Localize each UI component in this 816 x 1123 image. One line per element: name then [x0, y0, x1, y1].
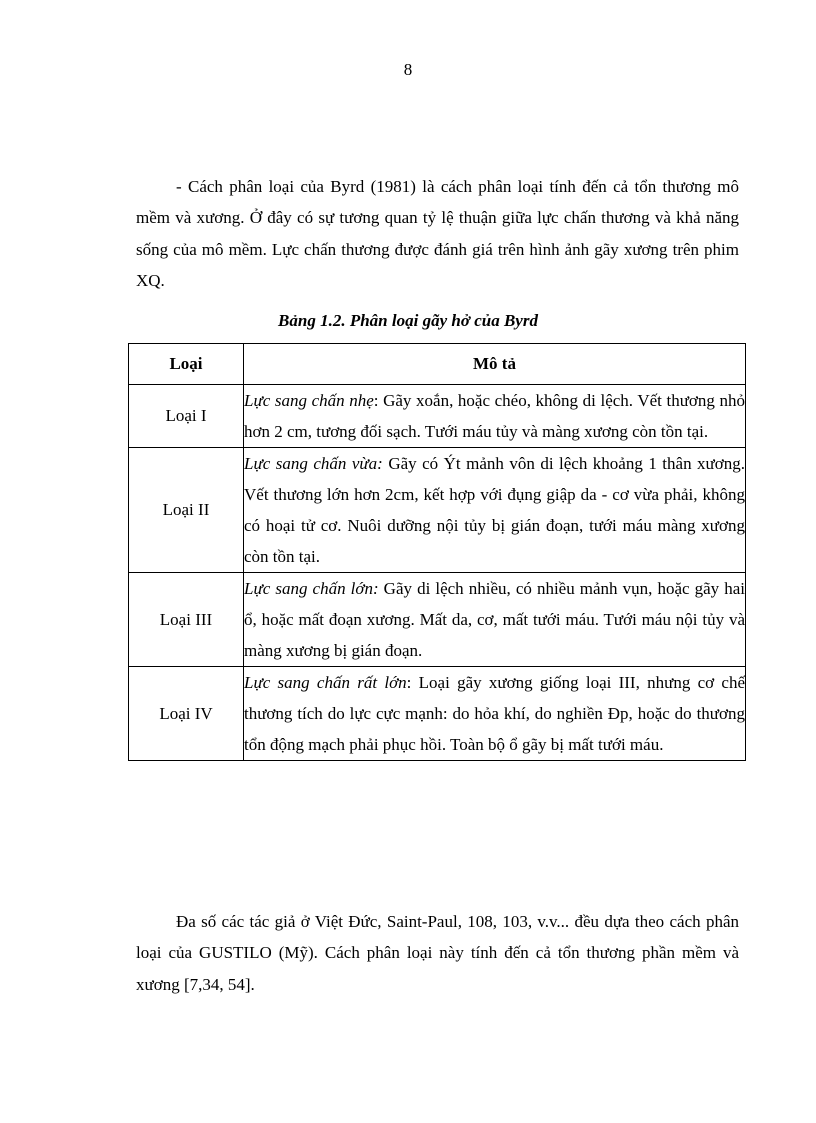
byrd-classification-table — [128, 343, 746, 761]
type-cell: Loại III — [129, 573, 244, 667]
description-lead: Lực sang chấn lớn: — [244, 579, 379, 598]
description-cell — [244, 667, 746, 761]
table-row — [129, 448, 746, 573]
description-lead: Lực sang chấn vừa: — [244, 454, 383, 473]
paragraph-intro: - Cách phân loại của Byrd (1981) là cách phân loại tính đến cả tổn thương mô mềm và xương. Ở đây có sự tương quan tỷ lệ thuận giữa lực chấn thương và khả năng sống của mô mềm. Lực chấn thương được đánh giá trên hình ảnh gãy xương trên phim XQ. — [136, 177, 739, 290]
type-cell: Loại II — [129, 448, 244, 573]
type-cell: Loại I — [129, 385, 244, 448]
table-row — [129, 385, 746, 448]
paragraph-closing: Đa số các tác giả ở Việt Đức, Saint-Paul, 108, 103, v.v... đều dựa theo cách phân loại của GUSTILO (Mỹ). Cách phân loại này tính đến cả tổn thương phần mềm và xương [7,34, 54]. — [136, 912, 739, 994]
description-cell — [244, 448, 746, 573]
table-row — [129, 667, 746, 761]
header-type: Loại — [129, 344, 244, 385]
description-lead: Lực sang chấn nhẹ — [244, 391, 374, 410]
description-cell — [244, 385, 746, 448]
description-text: Gãy có Ýt mảnh vôn di lệch khoảng 1 thân xương. Vết thương lớn hơn 2cm, kết hợp với đụng giập da - cơ vừa phải, không có hoại tử cơ. Nuôi dưỡng nội tủy bị gián đoạn, tưới máu màng xương còn tồn tại. — [244, 454, 745, 566]
description-lead: Lực sang chấn rất lớn — [244, 673, 407, 692]
page-number: 8 — [403, 60, 413, 79]
type-cell: Loại IV — [129, 667, 244, 761]
table-caption: Bảng 1.2. Phân loại gãy hở của Byrd — [278, 311, 538, 330]
description-text: : Loại gãy xương giống loại III, nhưng cơ chế thương tích do lực cực mạnh: do hỏa khí, do nghiền Đp, hoặc do thương tổn động mạch phải phục hồi. Toàn bộ ổ gãy bị mất tưới máu. — [244, 673, 745, 754]
table-header-row — [129, 344, 746, 385]
header-description: Mô tả — [244, 344, 746, 385]
description-text: Gãy di lệch nhiều, có nhiều mảnh vụn, hoặc gãy hai ổ, hoặc mất đoạn xương. Mất da, cơ, mất tưới máu. Tưới máu nội tủy và màng xương bị gián đoạn. — [244, 579, 745, 660]
description-text: : Gãy xoắn, hoặc chéo, không di lệch. Vết thương nhỏ hơn 2 cm, tương đối sạch. Tưới máu tủy và màng xương còn tồn tại. — [244, 391, 745, 441]
description-cell — [244, 573, 746, 667]
table-row — [129, 573, 746, 667]
